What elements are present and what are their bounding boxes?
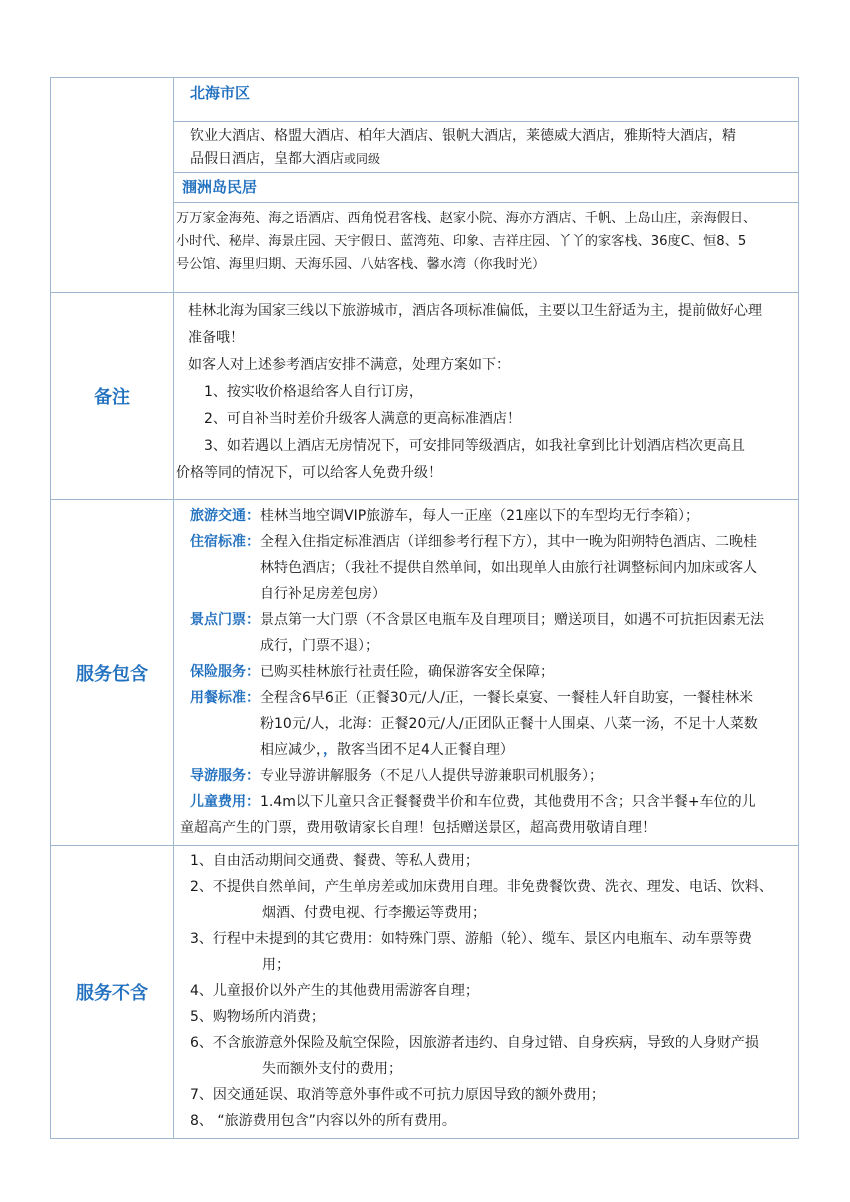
excl-item4: 4、儿童报价以外产生的其他费用需游客自理； bbox=[190, 983, 479, 999]
beihai-hotels-line2 bbox=[190, 148, 798, 170]
hotels-label-cell bbox=[51, 78, 174, 293]
svc-hotel-value bbox=[260, 529, 798, 607]
svc-ticket-key: 景点门票： bbox=[190, 612, 260, 628]
hotels-content-cell bbox=[174, 78, 799, 293]
included-row bbox=[51, 500, 799, 846]
svc-meal-line3a: 相应减少， bbox=[260, 742, 323, 758]
excl-item6-line2: 失而额外支付的费用； bbox=[262, 1061, 402, 1077]
excl-item2-line2: 烟酒、付费电视、行李搬运等费用； bbox=[262, 905, 486, 921]
notes-p1-line2: 准备哦！ bbox=[188, 330, 244, 346]
weizhou-line1: 万万家金海苑、海之语酒店、西角悦君客栈、赵家小院、海亦方酒店、千帆、上岛山庄，亲海假日、 bbox=[176, 211, 757, 226]
svc-child bbox=[180, 789, 798, 841]
svc-ticket-line2: 成行，门票不退）； bbox=[260, 638, 379, 654]
weizhou-title: 涠洲岛民居 bbox=[182, 178, 258, 196]
svc-ticket bbox=[190, 607, 798, 659]
weizhou-line2: 小时代、秘岸、海景庄园、天宇假日、蓝湾苑、印象、吉祥庄园、丫丫的家客栈、36度C、恒8、5 bbox=[176, 234, 747, 249]
svc-meal-key: 用餐标准： bbox=[190, 690, 260, 706]
svc-transport-key: 旅游交通： bbox=[190, 508, 260, 524]
svc-meal-line3b: ， bbox=[323, 742, 337, 758]
included-content-cell bbox=[174, 500, 799, 846]
excl-item2-line1: 2、不提供自然单间，产生单房差或加床费用自理。非免费餐饮费、洗衣、理发、电话、饮料、 bbox=[190, 879, 773, 895]
beihai-title: 北海市区 bbox=[190, 84, 251, 102]
svc-ticket-line1: 景点第一大门票（不含景区电瓶车及自理项目；赠送项目，如遇不可抗拒因素无法 bbox=[260, 612, 764, 628]
svc-guide-value: 专业导游讲解服务（不足八人提供导游兼职司机服务）； bbox=[260, 768, 603, 784]
svc-hotel-key: 住宿标准： bbox=[190, 534, 260, 550]
beihai-hotels-text: 品假日酒店，皇都大酒店 bbox=[190, 151, 344, 167]
beihai-suffix: 或同级 bbox=[344, 152, 381, 166]
excluded-row bbox=[51, 846, 799, 1139]
excl-item7: 7、因交通延误、取消等意外事件或不可抗力原因导致的额外费用； bbox=[190, 1087, 605, 1103]
notes-item1: 1、按实收价格退给客人自行订房， bbox=[204, 384, 423, 400]
svc-transport bbox=[190, 503, 798, 529]
svc-child-line1: 1.4m以下儿童只含正餐餐费半价和车位费，其他费用不含；只含半餐+车位的儿 bbox=[260, 794, 756, 810]
svc-ticket-value bbox=[260, 607, 798, 659]
beihai-hotels-line1: 钦业大酒店、格盟大酒店、柏年大酒店、银帆大酒店，莱德威大酒店，雅斯特大酒店，精 bbox=[190, 128, 736, 144]
svc-transport-value: 桂林当地空调VIP旅游车，每人一正座（21座以下的车型均无行李箱）； bbox=[260, 508, 699, 524]
svc-guide bbox=[190, 763, 798, 789]
svc-hotel bbox=[190, 529, 798, 607]
excluded-label: 服务不含 bbox=[51, 846, 174, 1139]
notes-label: 备注 bbox=[51, 293, 174, 500]
svc-meal-line3c: 散客当团不足4人正餐自理） bbox=[337, 742, 514, 758]
svc-guide-key: 导游服务： bbox=[190, 768, 260, 784]
svc-meal-value bbox=[260, 685, 798, 763]
svc-child-key: 儿童费用： bbox=[190, 794, 260, 810]
notes-content-cell bbox=[174, 293, 799, 500]
excl-item3-line1: 3、行程中未提到的其它费用：如特殊门票、游船（轮）、缆车、景区内电瓶车、动车票等费 bbox=[190, 931, 752, 947]
svc-meal-line1: 全程含6早6正（正餐30元/人/正，一餐长桌宴、一餐桂人轩自助宴，一餐桂林米 bbox=[260, 690, 754, 706]
excl-item6-line1: 6、不含旅游意外保险及航空保险，因旅游者违约、自身过错、自身疾病，导致的人身财产损 bbox=[190, 1035, 759, 1051]
notes-item3-line1: 3、如若遇以上酒店无房情况下，可安排同等级酒店，如我社拿到比计划酒店档次更高且 bbox=[204, 438, 745, 454]
svc-hotel-line1: 全程入住指定标准酒店（详细参考行程下方），其中一晚为阳朔特色酒店、二晚桂 bbox=[260, 534, 757, 550]
itinerary-table bbox=[50, 77, 799, 1139]
excl-item1: 1、自由活动期间交通费、餐费、等私人费用； bbox=[190, 853, 479, 869]
svc-insurance-key: 保险服务： bbox=[190, 664, 260, 680]
notes-p2: 如客人对上述参考酒店安排不满意，处理方案如下： bbox=[188, 357, 510, 373]
svc-hotel-line2: 林特色酒店；（我社不提供自然单间，如出现单人由旅行社调整标间内加床或客人 bbox=[260, 560, 757, 576]
included-label: 服务包含 bbox=[51, 500, 174, 846]
excl-item8: 8、 “旅游费用包含”内容以外的所有费用。 bbox=[190, 1113, 456, 1129]
svc-hotel-line3: 自行补足房差包房） bbox=[260, 586, 386, 602]
svc-insurance-value: 已购买桂林旅行社责任险，确保游客安全保障； bbox=[260, 664, 554, 680]
svc-meal-line2: 粉10元/人，北海：正餐20元/人/正团队正餐十人围桌、八菜一汤，不足十人菜数 bbox=[260, 716, 758, 732]
excluded-content-cell bbox=[174, 846, 799, 1139]
svc-child-line2: 童超高产生的门票，费用敬请家长自理！包括赠送景区，超高费用敬请自理！ bbox=[180, 820, 656, 836]
hotels-row bbox=[51, 78, 799, 293]
notes-p1-line1: 桂林北海为国家三线以下旅游城市，酒店各项标准偏低，主要以卫生舒适为主，提前做好心理 bbox=[188, 303, 762, 319]
excl-item5: 5、购物场所内消费； bbox=[190, 1009, 325, 1025]
notes-item3-line2: 价格等同的情况下，可以给客人免费升级！ bbox=[176, 465, 442, 481]
svc-meal bbox=[190, 685, 798, 763]
notes-row bbox=[51, 293, 799, 500]
weizhou-line3: 号公馆、海里归期、天海乐园、八姑客栈、馨水湾（你我时光） bbox=[176, 257, 546, 272]
document-page bbox=[50, 77, 799, 1139]
notes-item2: 2、可自补当时差价升级客人满意的更高标准酒店！ bbox=[204, 411, 521, 427]
svc-insurance bbox=[190, 659, 798, 685]
svc-meal-line3 bbox=[260, 737, 798, 763]
excl-item3-line2: 用； bbox=[262, 957, 290, 973]
